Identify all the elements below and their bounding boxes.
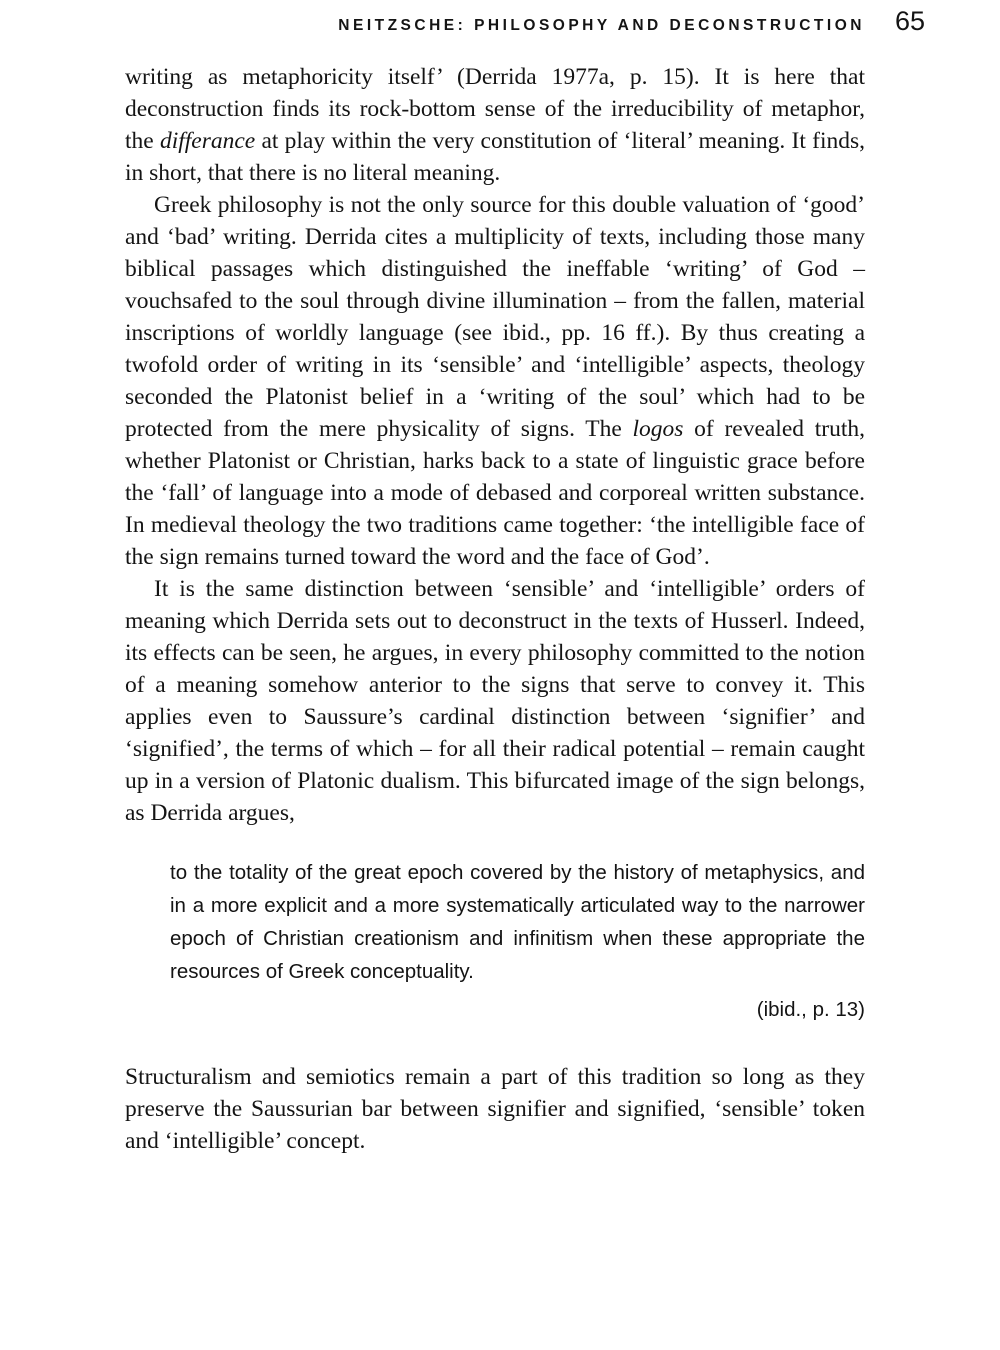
text-segment: writing as metaphoricity itself’ (Derrida 1977a, p. 15). It is here that deconstruction finds its rock-bottom sense of the irreducibility of metaphor, the (125, 64, 865, 154)
body-text (125, 61, 865, 1157)
italic-term: differance (159, 128, 256, 154)
paragraph (125, 61, 865, 189)
italic-term: logos (632, 416, 684, 442)
page-number: 65 (894, 6, 925, 36)
text-segment: at play within the very constitution of ‘literal’ meaning. It finds, in short, that there is no literal meaning. (125, 128, 865, 186)
quote-citation (125, 995, 865, 1025)
paragraph (125, 1061, 865, 1157)
paragraph (125, 573, 865, 829)
page-header (125, 8, 925, 35)
text-segment: to the totality of the great epoch covered by the history of metaphysics, and in a more explicit and a more systematically articulated way to the narrower epoch of Christian creationism and infinitism when these appropriate the resources of Greek conceptuality. (170, 861, 865, 983)
paragraph (125, 189, 865, 573)
text-segment: It is the same distinction between ‘sensible’ and ‘intelligible’ orders of meaning which Derrida sets out to deconstruct in the texts of Husserl. Indeed, its effects can be seen, he argues, in every philosophy committed to the notion of a meaning somehow anterior to the signs that serve to convey it. This applies even to Saussure’s cardinal distinction between ‘signifier’ and ‘signified’, the terms of which – for all their radical potential – remain caught up in a version of Platonic dualism. This bifurcated image of the sign belongs, as Derrida argues, (125, 576, 865, 826)
text-segment: of revealed truth, whether Platonist or Christian, harks back to a state of linguistic grace before the ‘fall’ of language into a mode of debased and corporeal written substance. In medieval theology the two traditions came together: ‘the intelligible face of the sign remains turned toward the word and the face of God’. (125, 416, 865, 570)
text-segment: Greek philosophy is not the only source for this double valuation of ‘good’ and ‘bad’ writing. Derrida cites a multiplicity of texts, including those many biblical passages which distinguished the ineffable ‘writing’ of God – vouchsafed to the soul through divine illumination – from the fallen, material inscriptions of worldly language (see ibid., pp. 16 ff.). By thus creating a twofold order of writing in its ‘sensible’ and ‘intelligible’ aspects, theology seconded the Platonist belief in a ‘writing of the soul’ which had to be protected from the mere physicality of signs. The (125, 192, 865, 442)
text-segment: Structuralism and semiotics remain a part of this tradition so long as they preserve the Saussurian bar between signifier and signified, ‘sensible’ token and ‘intelligible’ concept. (125, 1064, 865, 1154)
running-title: NEITZSCHE: PHILOSOPHY AND DECONSTRUCTION (338, 17, 865, 34)
blockquote (170, 856, 865, 988)
text-segment: (ibid., p. 13) (756, 998, 865, 1021)
